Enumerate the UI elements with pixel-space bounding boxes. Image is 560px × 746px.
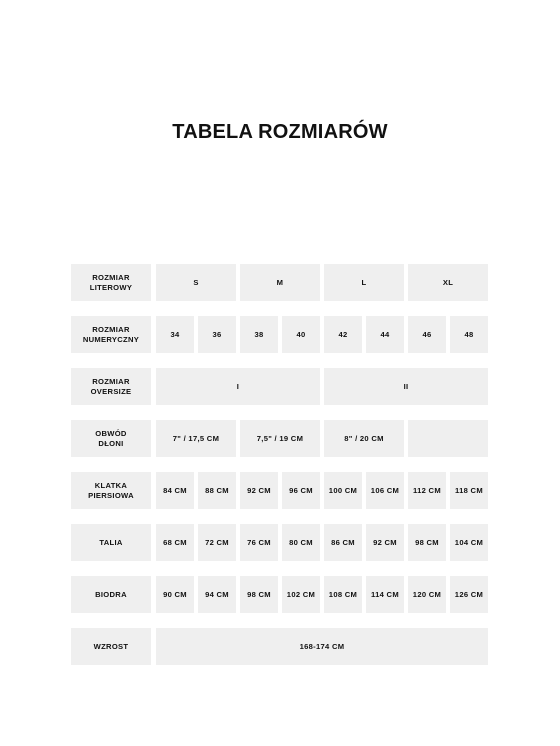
table-cell: 126 CM [450,576,488,613]
row-label: ROZMIAR OVERSIZE [71,368,151,405]
table-cell: 92 CM [240,472,278,509]
table-cell: 76 CM [240,524,278,561]
table-cell: I [156,368,320,405]
table-cell: S [156,264,236,301]
table-cell: II [324,368,488,405]
row-label: WZROST [71,628,151,665]
table-cell: 68 CM [156,524,194,561]
row-label: KLATKA PIERSIOWA [71,472,151,509]
table-cell: 168-174 CM [156,628,488,665]
table-cell: XL [408,264,488,301]
table-cell: 8" / 20 CM [324,420,404,457]
table-cell: 40 [282,316,320,353]
table-cell: 88 CM [198,472,236,509]
table-cell: 46 [408,316,446,353]
table-cell: 100 CM [324,472,362,509]
table-cell: 38 [240,316,278,353]
table-cell: L [324,264,404,301]
table-cell: 120 CM [408,576,446,613]
table-cell: 90 CM [156,576,194,613]
table-cell: 102 CM [282,576,320,613]
table-cell: 7" / 17,5 CM [156,420,236,457]
row-label: TALIA [71,524,151,561]
table-cell: 42 [324,316,362,353]
table-cell: 108 CM [324,576,362,613]
table-cell: 112 CM [408,472,446,509]
table-cell: 7,5" / 19 CM [240,420,320,457]
table-cell: 96 CM [282,472,320,509]
table-cell: 114 CM [366,576,404,613]
row-label: ROZMIAR LITEROWY [71,264,151,301]
table-cell: 94 CM [198,576,236,613]
table-cell: M [240,264,320,301]
row-label: ROZMIAR NUMERYCZNY [71,316,151,353]
table-cell: 80 CM [282,524,320,561]
table-cell: 48 [450,316,488,353]
table-cell: 86 CM [324,524,362,561]
table-cell: 36 [198,316,236,353]
page-title: TABELA ROZMIARÓW [172,121,388,143]
table-cell: 98 CM [240,576,278,613]
table-cell [408,420,488,457]
table-cell: 104 CM [450,524,488,561]
table-cell: 84 CM [156,472,194,509]
table-cell: 92 CM [366,524,404,561]
table-cell: 72 CM [198,524,236,561]
table-cell: 106 CM [366,472,404,509]
table-cell: 34 [156,316,194,353]
table-cell: 98 CM [408,524,446,561]
row-label: OBWÓD DŁONI [71,420,151,457]
row-label: BIODRA [71,576,151,613]
table-cell: 118 CM [450,472,488,509]
table-cell: 44 [366,316,404,353]
